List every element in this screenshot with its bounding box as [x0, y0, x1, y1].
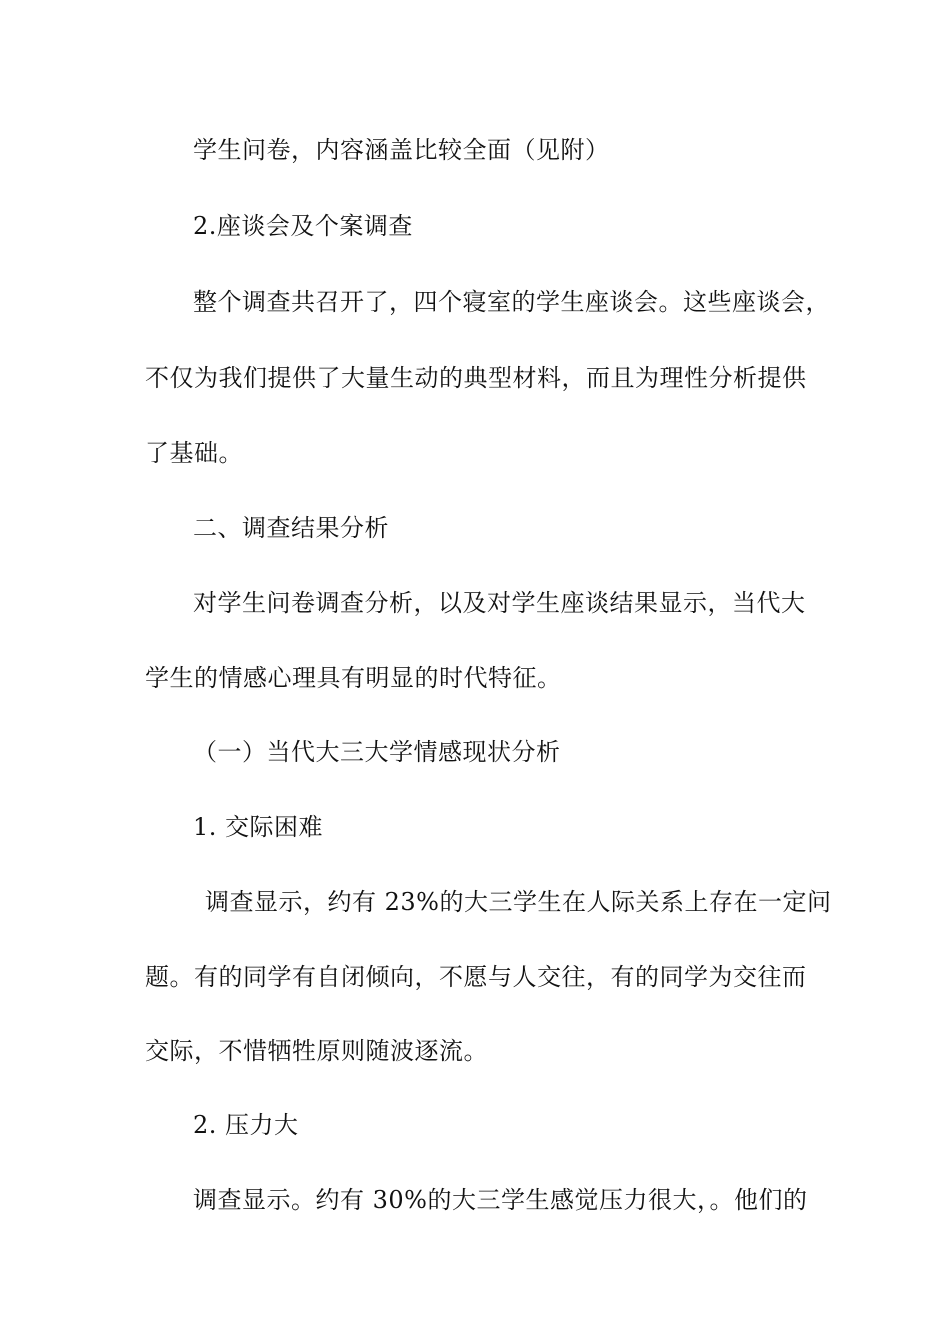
paragraph-line: 学生的情感心理具有明显的时代特征。: [145, 664, 562, 692]
paragraph-line: 题。有的同学有自闭倾向，不愿与人交往，有的同学为交往而: [145, 963, 807, 991]
paragraph-line: 学生问卷，内容涵盖比较全面（见附）: [193, 136, 610, 164]
paragraph-line: 调查显示，约有 23%的大三学生在人际关系上存在一定问: [205, 888, 832, 916]
paragraph-line: 了基础。: [145, 439, 243, 467]
section-heading-results: 二、调查结果分析: [193, 514, 389, 542]
paragraph-line: 交际，不惜牺牲原则随波逐流。: [145, 1037, 488, 1065]
paragraph-line: 调查显示。约有 30%的大三学生感觉压力很大，。他们的: [193, 1186, 808, 1214]
item-heading-communication: 1. 交际困难: [193, 813, 324, 841]
subheading-symposium: 2.座谈会及个案调查: [193, 212, 413, 240]
paragraph-line: 不仅为我们提供了大量生动的典型材料，而且为理性分析提供: [145, 364, 807, 392]
subsection-heading-status: （一）当代大三大学情感现状分析: [193, 738, 561, 766]
paragraph-line: 整个调查共召开了，四个寝室的学生座谈会。这些座谈会，: [193, 288, 830, 316]
item-heading-pressure: 2. 压力大: [193, 1111, 299, 1139]
paragraph-line: 对学生问卷调查分析，以及对学生座谈结果显示，当代大: [193, 589, 806, 617]
